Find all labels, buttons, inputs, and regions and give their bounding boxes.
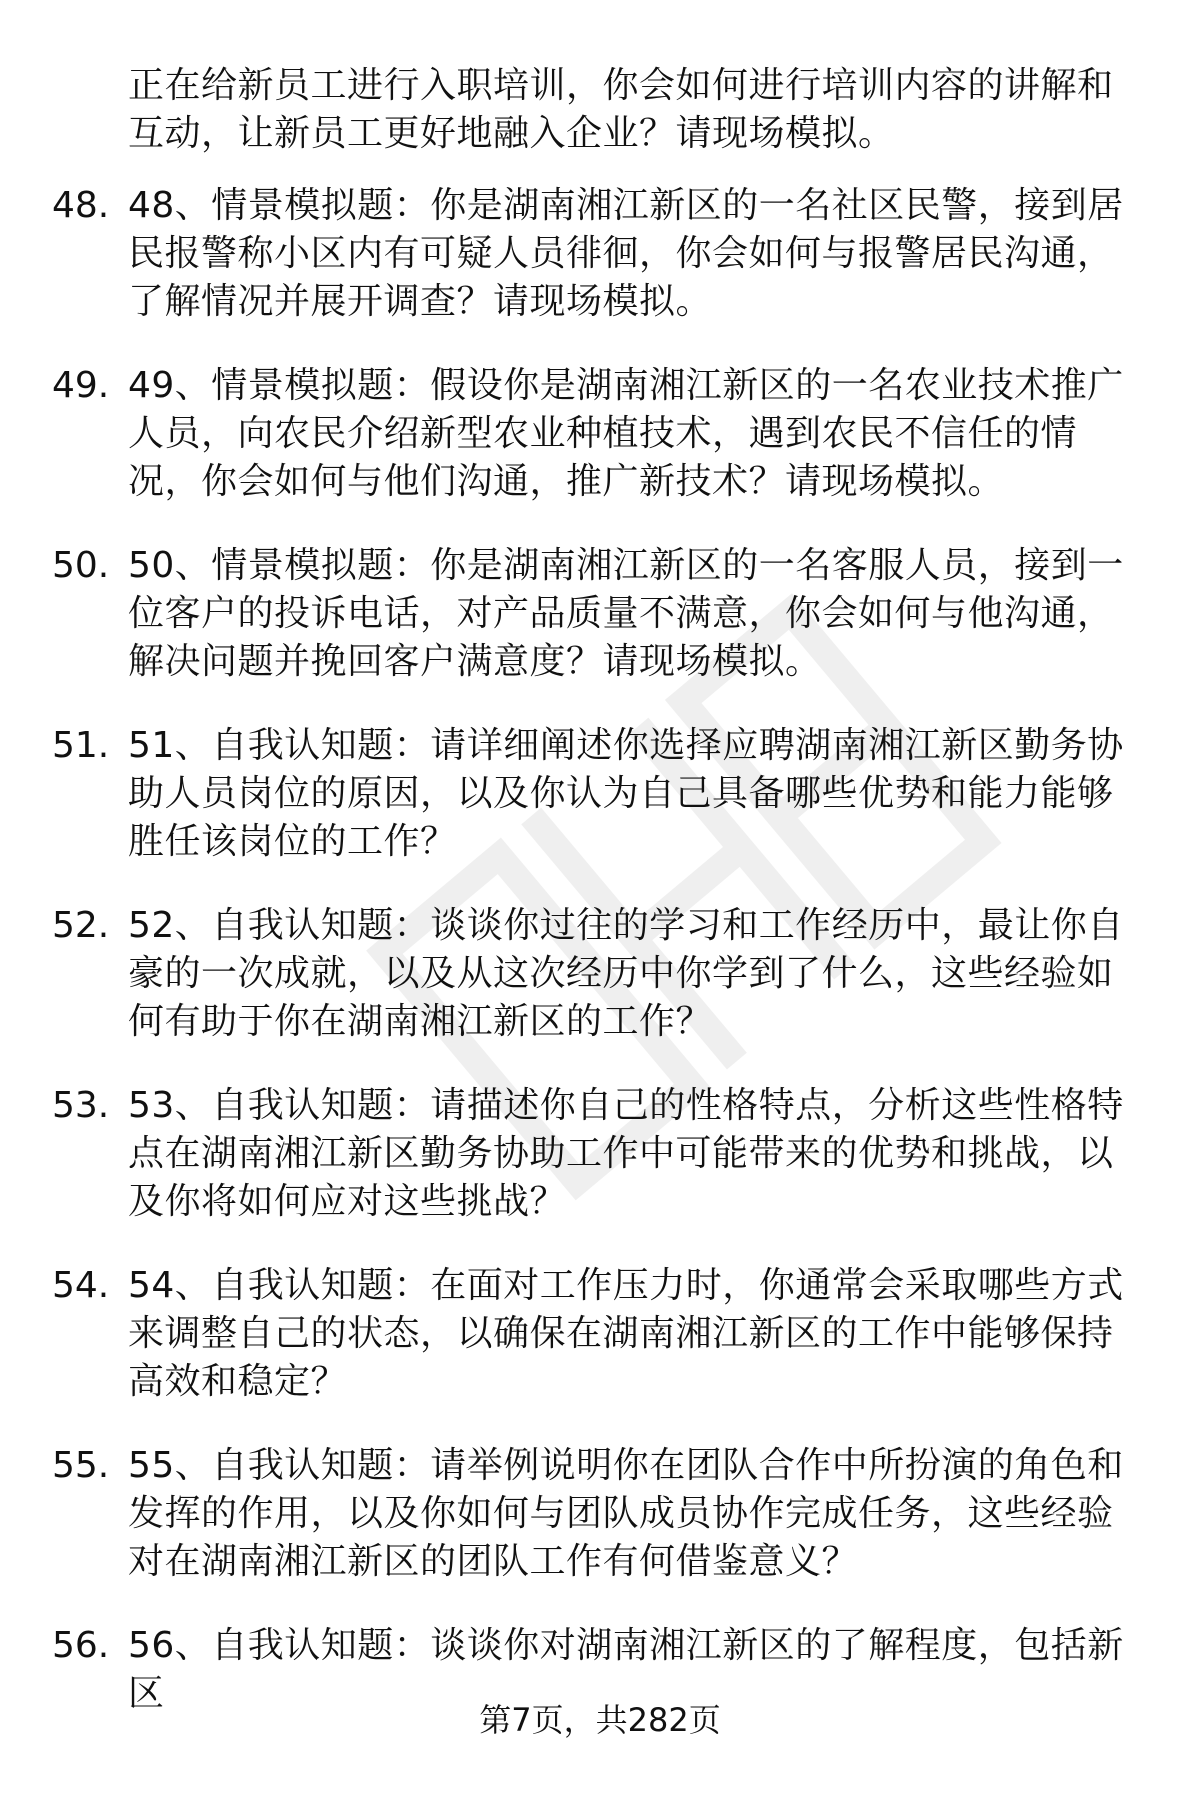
item-number: 55. [52,1445,110,1486]
list-item [0,1262,1200,1442]
item-text: 50、情景模拟题：你是湖南湘江新区的一名客服人员，接到一位客户的投诉电话，对产品质量不满意，你会如何与他沟通，解决问题并挽回客户满意度？请现场模拟。 [128,545,1124,682]
list-item [0,542,1200,722]
item-text: 51、自我认知题：请详细阐述你选择应聘湖南湘江新区勤务协助人员岗位的原因，以及你认为自己具备哪些优势和能力能够胜任该岗位的工作？ [128,725,1124,862]
item-number: 48. [52,185,110,226]
list-item [0,902,1200,1082]
item-number: 54. [52,1265,110,1306]
item-text: 52、自我认知题：谈谈你过往的学习和工作经历中，最让你自豪的一次成就，以及从这次经历中你学到了什么，这些经验如何有助于你在湖南湘江新区的工作？ [128,905,1124,1042]
list-item [0,362,1200,542]
list-item [0,182,1200,362]
item-number: 51. [52,725,110,766]
item-number: 52. [52,905,110,946]
item-number: 53. [52,1085,110,1126]
question-list [0,182,1200,1802]
item-number: 56. [52,1625,110,1666]
item-text: 53、自我认知题：请描述你自己的性格特点，分析这些性格特点在湖南湘江新区勤务协助工作中可能带来的优势和挑战，以及你将如何应对这些挑战？ [128,1085,1124,1222]
list-item [0,1082,1200,1262]
page-footer: 第7页，共282页 [479,1701,721,1739]
item-text: 56、自我认知题：谈谈你对湖南湘江新区的了解程度，包括新区 [128,1625,1124,1714]
item-text: 55、自我认知题：请举例说明你在团队合作中所扮演的角色和发挥的作用，以及你如何与团队成员协作完成任务，这些经验对在湖南湘江新区的团队工作有何借鉴意义？ [128,1445,1124,1582]
item-number: 49. [52,365,110,406]
item-number: 50. [52,545,110,586]
item-text: 49、情景模拟题：假设你是湖南湘江新区的一名农业技术推广人员，向农民介绍新型农业种植技术，遇到农民不信任的情况，你会如何与他们沟通，推广新技术？请现场模拟。 [128,365,1124,502]
list-item [0,1442,1200,1622]
item-text: 54、自我认知题：在面对工作压力时，你通常会采取哪些方式来调整自己的状态，以确保在湖南湘江新区的工作中能够保持高效和稳定？ [128,1265,1124,1402]
continued-question-text: 正在给新员工进行入职培训，你会如何进行培训内容的讲解和互动，让新员工更好地融入企业？请现场模拟。 [128,65,1114,154]
list-item [0,722,1200,902]
item-text: 48、情景模拟题：你是湖南湘江新区的一名社区民警，接到居民报警称小区内有可疑人员徘徊，你会如何与报警居民沟通，了解情况并展开调查？请现场模拟。 [128,185,1124,322]
